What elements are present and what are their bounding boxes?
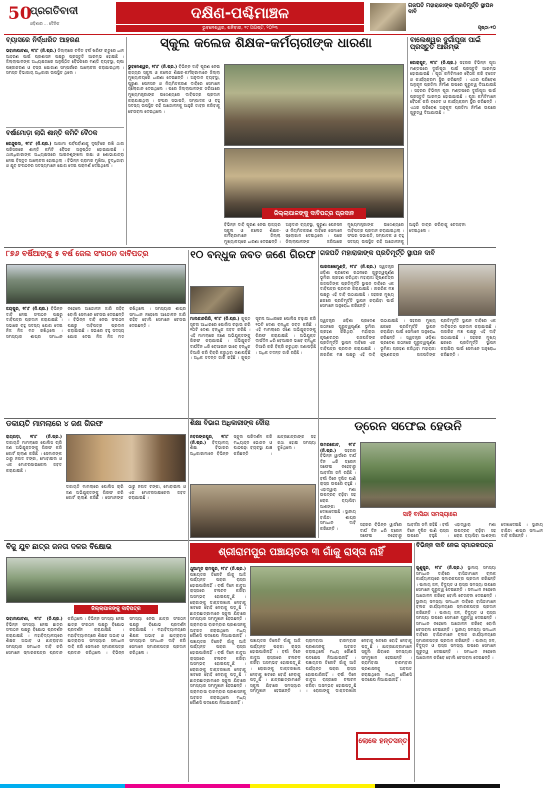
s5-text: ବିଭିନ୍ନ ଦାବି ନେଇ ସଂଗଠନ ପକ୍ଷରୁ ଦାବିପତ୍ର ପ୍ରଦାନ କରାଯାଇଛି । ସଭାରେ ବହୁ ସଦସ୍ୟ ଯୋଗ ଦେଇ ନିଜ ନିଜ ମତ ରଖିଥିଲେ । ସମସ୍ୟାର ଶୀଘ୍ର ସମାଧାନ ନହେଲେ ଆନ୍ଦୋଳନ ଜାରି ରହିବ ବୋଲି ସେମାନେ ଚେତାଇ ଦେଇଛନ୍ତି ।: [6, 306, 125, 339]
s2-dateline: କେନ୍ଦୁପଦା, ୧୮ା୮ (ନି.ପ୍ର.): [6, 141, 52, 146]
masthead-rule: [4, 34, 496, 35]
divider: [6, 127, 124, 128]
s11-headline: ବିଜୁ ଯୁବ ଛାତ୍ର ଜନତା ଦଳର ବିକ୍ଷୋଭ: [6, 542, 112, 551]
row-divider: [4, 540, 496, 541]
s10-body-left: [320, 442, 356, 538]
paper-name: ପ୍ରଗତିବାଦୀ: [30, 6, 79, 17]
s12-headline: ଶ୍ରୀରାମପୁର ପଞ୍ଚାୟତର ୩ ଗାଁକୁ ରାସ୍ତା ନାହିଁ: [218, 547, 384, 558]
s11-text-more: ବିଭିନ୍ନ ସମସ୍ୟା ନେଇ ଛାତ୍ର ସଂଗଠନ ପକ୍ଷରୁ ବିକ୍ଷୋଭ ପ୍ରଦର୍ଶନ କରାଯାଇଛି । ମହାବିଦ୍ୟାଳୟରେ ଶିକ୍ଷକ ଅଭାବ ଓ ଛାତ୍ରାବାସ ସମସ୍ୟାର ସମାଧାନ ଦାବି କରି ସେମାନେ ସ୍ମାରକପତ୍ର ପ୍ରଦାନ କରିଥିଲେ ।: [67, 616, 125, 655]
s4-text: ସହରର ବିଭିନ୍ନ ପୂଜା ମଣ୍ଡପରେ ଦୁର୍ଗାପୂଜା ପାଇଁ ପ୍ରସ୍ତୁତି ଆରମ୍ଭ ହୋଇଯାଇଛି । ପୂଜା କମିଟିମାନେ ବୈଠକ କରି ବଜେଟ ଓ କାର୍ଯ୍ୟକ୍ରମ ସ୍ଥିର କରିଛନ୍ତି । ଏଥର ପରିବେଶ ଅନୁକୂଳ ପ୍ରତିମା ନିର୍ମାଣ ଉପରେ ଗୁରୁତ୍ୱ ଦିଆଯାଉଛି ।: [410, 60, 496, 93]
s13-text-more: ସ୍ଥାନୀୟ ସମସ୍ୟା ସମାଧାନ ଦାବିରେ ବାସିନ୍ଦାମାନେ ବ୍ଲକ କାର୍ଯ୍ୟାଳୟରେ ସ୍ମାରକପତ୍ର ପ୍ରଦାନ କରିଛନ୍ତି । ପାନୀୟ ଜଳ, ବିଦ୍ୟୁତ ଓ ରାସ୍ତା ସମସ୍ୟା ଉପରେ ସେମାନେ ଗୁରୁତ୍ୱ ଦେଇଛନ୍ତି । ସମାଧାନ ନହେଲେ ଆନ୍ଦୋଳନ କରିବେ ବୋଲି ଚେତାବନୀ ଦେଇଛନ୍ତି ।: [416, 598, 496, 632]
s8-body-left: [6, 434, 62, 538]
s3-body-continued: [224, 222, 466, 246]
s1-text: ଜିଲ୍ଲାରେ ଚଳିତ ବର୍ଷ ଖରିଫ ଋତୁରେ ଧାନ ଆହରଣ ପାଇଁ ପ୍ରଶାସନ ପକ୍ଷରୁ ପ୍ରସ୍ତୁତି ଆରମ୍ଭ ହୋଇଛି । ଜିଲ୍ଲାପାଳଙ୍କ ଅଧ୍ୟକ୍ଷତାରେ ଅନୁଷ୍ଠିତ ବୈଠକରେ ମଣ୍ଡି ବ୍ୟବସ୍ଥା, ଚାଷୀ ପଞ୍ଜୀକରଣ ଓ ବସ୍ତା ଯୋଗାଣ ସମ୍ପର୍କରେ ଆଲୋଚନା କରାଯାଇଥିଲା । ସମସ୍ତ ବିଭାଗୀୟ ଅଧିକାରୀ ଉପସ୍ଥିତ ଥିଲେ ।: [6, 48, 124, 76]
s11-body: [6, 616, 186, 782]
column-rule: [318, 250, 319, 538]
top-right-thumb: [370, 3, 406, 31]
s5-headline: ୮୭୬ ବର୍ଷିଆଙ୍କୁ ୫ ବର୍ଷ ଜେଲ ସଂଗଠନ ଦାବିପତ୍ର: [6, 249, 149, 258]
s9-text: ବିଦ୍ୟାଳୟ ଶିକ୍ଷା ବିଭାଗର ଅଧିକାରୀମାନେ ବିଭିନ୍ନ ସ୍କୁଲ ପରିଦର୍ଶନ କରି ମଧ୍ୟାହ୍ନ ଭୋଜନ ଓ ପାଠପଢ଼ା ବ୍ୟବସ୍ଥା ଯାଞ୍ଚ କରିଛନ୍ତି । ଛାତ୍ରଛାତ୍ରୀଙ୍କ ସହ କଥା ହୋଇ ସମସ୍ୟା ବୁଝିଥିଲେ ।: [190, 434, 316, 456]
column-rule: [126, 37, 127, 245]
color-registration-bar: [0, 784, 500, 788]
s11-text: ବିଭିନ୍ନ ସମସ୍ୟା ନେଇ ଛାତ୍ର ସଂଗଠନ ପକ୍ଷରୁ ବିକ୍ଷୋଭ ପ୍ରଦର୍ଶନ କରାଯାଇଛି । ମହାବିଦ୍ୟାଳୟରେ ଶିକ୍ଷକ ଅଭାବ ଓ ଛାତ୍ରାବାସ ସମସ୍ୟାର ସମାଧାନ ଦାବି କରି ସେମାନେ ସ୍ମାରକପତ୍ର ପ୍ରଦାନ କରିଥିଲେ ।: [6, 616, 87, 655]
s11-caption: ଜିଲ୍ଲାପାଳଙ୍କୁ ଦାବିପତ୍ର: [74, 605, 158, 614]
s10-caption: ସାହି ବାସିନ୍ଦା ସମସ୍ୟାରେ: [402, 511, 458, 518]
s8-text-continued: ଡକାୟତି ମାମଲାରେ ପୋଲିସ ଚାରି ଜଣ ଅଭିଯୁକ୍ତଙ୍କୁ ଗିରଫ କରି କୋର୍ଟ ଚାଲାଣ କରିଛି । ସେମାନଙ୍କ ଠାରୁ ନଗଦ ଟଙ୍କା, ମୋବାଇଲ ଓ ଏକ ମୋଟରସାଇକେଲ ଜବତ କରାଯାଇଛି ।: [66, 484, 186, 501]
s11-text-extra: ବିଭିନ୍ନ ସମସ୍ୟା ନେଇ ଛାତ୍ର ସଂଗଠନ ପକ୍ଷରୁ ବିକ୍ଷୋଭ ପ୍ରଦର୍ଶନ କରାଯାଇଛି । ମହାବିଦ୍ୟାଳୟରେ ଶିକ୍ଷକ ଅଭାବ ଓ ଛାତ୍ରାବାସ ସମସ୍ୟାର ସମାଧାନ ଦାବି କରି ସେମାନେ ସ୍ମାରକପତ୍ର ପ୍ରଦାନ କରିଥିଲେ ।: [112, 616, 186, 655]
s9-photo: [190, 484, 316, 538]
s6-headline: ୧୦ ବନ୍ଧୁକ ଜବତ ଜଣେ ଗିରଫ: [190, 249, 316, 261]
paper-tagline: ଓଡ଼ିଶାର ... ଦୈନିକ: [30, 21, 60, 26]
s10-headline: ଡ୍ରେନ ସଫେଇ ହେଉନି: [354, 419, 462, 433]
s12-text-more: ପଞ୍ଚାୟତର ତିନୋଟି ଗାଁକୁ ଆଜି ପର୍ଯ୍ୟନ୍ତ ପକ୍କା ରାସ୍ତା ହୋଇପାରିନାହିଁ । ବର୍ଷା ଦିନେ କାଦୁଅ ରାସ୍ତାରେ ଚଳାଚଳ କରିବା ଅସମ୍ଭବ ହୋଇପଡ଼ୁଛି । ରୋଗୀଙ୍କୁ ଡାକ୍ତରଖାନା ନେବାକୁ ଖଟରେ ବୋହି ନେବାକୁ ପଡ଼ୁଛି । ଛାତ୍ରଛାତ୍ରୀମାନେ ସ୍କୁଲ ଯିବାରେ ସମସ୍ୟାର ସମ୍ମୁଖୀନ ହେଉଛନ୍ତି । ଗ୍ରାମବାସୀ ବାରମ୍ବାର ପ୍ରଶାସନକୁ ଅବଗତ କରାଇଥିଲେ ମଧ୍ୟ କୌଣସି ପଦକ୍ଷେପ ନିଆଯାଇନାହିଁ ।: [190, 638, 246, 706]
s9-dateline: ନବରଙ୍ଗପୁର, ୧୮ା୮ (ନି.ପ୍ର.): [190, 434, 229, 445]
page-number: ପୃଷ୍ଠା-୧୦: [477, 26, 496, 31]
s13-headline: ବିଭିନ୍ନ ଦାବି ନେଇ ସ୍ମାରକପତ୍ର: [416, 542, 494, 549]
anniversary-logo: 50: [8, 4, 32, 24]
s7-text: ସ୍ୱତନ୍ତ୍ର ଓଡ଼ିଶା ପ୍ରଦେଶ ଗଠନରେ ଗୁରୁତ୍ୱପୂର୍ଣ୍ଣ ଭୂମିକା ଗ୍ରହଣ କରିଥିବା ମହାରାଜା କୃଷ୍ଣଚନ୍ଦ୍ର ଗଜପତିଙ୍କ ପ୍ରତିମୂର୍ତ୍ତି ସ୍ଥାପନ ଦାବିରେ ଏକ ଦାବିପତ୍ର ପ୍ରଦାନ କରାଯାଇଛି । ନାଗରିକ ମଞ୍ଚ ପକ୍ଷରୁ ଏହି ଦାବି ଉଠାଯାଇଛି । ସହରର ମୁଖ୍ୟ ଛକରେ ପ୍ରତିମୂର୍ତ୍ତି ସ୍ଥାପନ କରାଯିବା ପାଇଁ ସେମାନେ ଅନୁରୋଧ କରିଛନ୍ତି ।: [320, 264, 394, 309]
s6-text: ଗୁପ୍ତ ସୂଚନା ଆଧାରରେ ପୋଲିସ ଚଢ଼ାଉ କରି ୧୦ଟି ଦେଶୀ ବନ୍ଧୁକ ଜବତ କରିଛି । ଏହି ମାମଲାରେ ଜଣେ ଅଭିଯୁକ୍ତଙ୍କୁ ଗିରଫ କରାଯାଇଛି । ଅଭିଯୁକ୍ତ ଦୀର୍ଘଦିନ ଧରି ବେଆଇନ ଭାବେ ବନ୍ଧୁକ ତିଆରି କରି ବିକ୍ରି କରୁଥିବା ଜଣାପଡ଼ିଛି । ଅଧିକ ତଦନ୍ତ ଜାରି ରହିଛି ।: [190, 316, 251, 361]
s13-text: ସ୍ଥାନୀୟ ସମସ୍ୟା ସମାଧାନ ଦାବିରେ ବାସିନ୍ଦାମାନେ ବ୍ଲକ କାର୍ଯ୍ୟାଳୟରେ ସ୍ମାରକପତ୍ର ପ୍ରଦାନ କରିଛନ୍ତି । ପାନୀୟ ଜଳ, ବିଦ୍ୟୁତ ଓ ରାସ୍ତା ସମସ୍ୟା ଉପରେ ସେମାନେ ଗୁରୁତ୍ୱ ଦେଇଛନ୍ତି । ସମାଧାନ ନହେଲେ ଆନ୍ଦୋଳନ କରିବେ ବୋଲି ଚେତାବନୀ ଦେଇଛନ୍ତି ।: [416, 565, 496, 598]
s3-photo-top: [224, 64, 404, 146]
s3-caption: ଜିଲ୍ଲାପାଳଙ୍କୁ ଦାବିପତ୍ର ପ୍ରଦାନ: [262, 208, 366, 219]
s1-body: [6, 48, 124, 126]
s5-dateline: ଜୟପୁର, ୧୮ା୮ (ନି.ପ୍ର.): [6, 306, 49, 311]
row-divider: [4, 247, 496, 248]
s12-body: [250, 638, 412, 782]
s11-photo: [6, 557, 186, 603]
s7-photo: [398, 264, 496, 316]
s8-body: [66, 484, 186, 538]
s5-body: [6, 306, 186, 416]
s10-text: ସହରର ବିଭିନ୍ନ ୱାର୍ଡରେ ଦୀର୍ଘ ଦିନ ଧରି ଡ୍ରେନ ସଫେଇ ନହେବାରୁ ଆବର୍ଜନା ଜମି ରହିଛି । ବର୍ଷା ଦିନେ ଦୂଷିତ ପାଣି ରାସ୍ତା ଉପରେ ବହୁଛି । ଏହାଦ୍ୱାରା ମଶା ଉପଦ୍ରବ ବଢ଼ିବା ସହ ରୋଗ ବ୍ୟାପିବା ଆଶଙ୍କା ଦେଖାଦେଇଛି । ସ୍ଥାନୀୟ ବାସିନ୍ଦା ଶୀଘ୍ର ସମାଧାନ ଦାବି କରିଛନ୍ତି ।: [320, 447, 356, 531]
s5-text-more: ବିଭିନ୍ନ ଦାବି ନେଇ ସଂଗଠନ ପକ୍ଷରୁ ଦାବିପତ୍ର ପ୍ରଦାନ କରାଯାଇଛି । ସଭାରେ ବହୁ ସଦସ୍ୟ ଯୋଗ ଦେଇ ନିଜ ନିଜ ମତ ରଖିଥିଲେ । ସମସ୍ୟାର ଶୀଘ୍ର ସମାଧାନ ନହେଲେ ଆନ୍ଦୋଳନ ଜାରି ରହିବ ବୋଲି ସେମାନେ ଚେତାଇ ଦେଇଛନ୍ତି ।: [67, 306, 186, 339]
s1-dateline: ଭବାନୀପାଟଣା, ୧୮ା୮ (ନି.ପ୍ର.): [6, 48, 57, 53]
s12-text-more2: ପଞ୍ଚାୟତର ତିନୋଟି ଗାଁକୁ ଆଜି ପର୍ଯ୍ୟନ୍ତ ପକ୍କା ରାସ୍ତା ହୋଇପାରିନାହିଁ । ବର୍ଷା ଦିନେ କାଦୁଅ ରାସ୍ତାରେ ଚଳାଚଳ କରିବା ଅସମ୍ଭବ ହୋଇପଡ଼ୁଛି । ରୋଗୀଙ୍କୁ ଡାକ୍ତରଖାନା ନେବାକୁ ଖଟରେ ବୋହି ନେବାକୁ ପଡ଼ୁଛି । ଛାତ୍ରଛାତ୍ରୀମାନେ ସ୍କୁଲ ଯିବାରେ ସମସ୍ୟାର ସମ୍ମୁଖୀନ ହେଉଛନ୍ତି । ଗ୍ରାମବାସୀ ବାରମ୍ବାର ପ୍ରଶାସନକୁ ଅବଗତ କରାଇଥିଲେ ମଧ୍ୟ କୌଣସି ପଦକ୍ଷେପ ନିଆଯାଇନାହିଁ ।: [305, 638, 412, 694]
masthead: [0, 0, 500, 34]
s5-photo: [6, 264, 186, 304]
s2-headline: ବର୍ଷାମୋଡ଼ା ଲାଗି ଶାନ୍ତି କମିଟି ବୈଠକ: [6, 129, 98, 137]
s7-headline: ଗଜପତି ମହାରାଜାଙ୍କ ପ୍ରତିମୂର୍ତ୍ତି ସ୍ଥାପନ ଦାବି: [320, 249, 436, 257]
s12-callout-box: ଲୋକେ ହନ୍ତସନ୍ତ: [356, 732, 410, 760]
s10-text-continued: ସହରର ବିଭିନ୍ନ ୱାର୍ଡରେ ଦୀର୍ଘ ଦିନ ଧରି ଡ୍ରେନ ସଫେଇ ନହେବାରୁ ଆବର୍ଜନା ଜମି ରହିଛି । ବର୍ଷା ଦିନେ ଦୂଷିତ ପାଣି ରାସ୍ତା ଉପରେ ବହୁଛି । ଏହାଦ୍ୱାରା ମଶା ଉପଦ୍ରବ ବଢ଼ିବା ସହ ରୋଗ ବ୍ୟାପିବା ଆଶଙ୍କା ଦେଖାଦେଇଛି । ସ୍ଥାନୀୟ ବାସିନ୍ଦା ଶୀଘ୍ର ସମାଧାନ ଦାବି କରିଛନ୍ତି ।: [360, 522, 543, 539]
s3-headline: ସ୍କୁଲ କଲେଜ ଶିକ୍ଷକ-କର୍ମଚାରୀଙ୍କ ଧାରଣା: [160, 36, 372, 51]
s7-text-more: ସ୍ୱତନ୍ତ୍ର ଓଡ଼ିଶା ପ୍ରଦେଶ ଗଠନରେ ଗୁରୁତ୍ୱପୂର୍ଣ୍ଣ ଭୂମିକା ଗ୍ରହଣ କରିଥିବା ମହାରାଜା କୃଷ୍ଣଚନ୍ଦ୍ର ଗଜପତିଙ୍କ ପ୍ରତିମୂର୍ତ୍ତି ସ୍ଥାପନ ଦାବିରେ ଏକ ଦାବିପତ୍ର ପ୍ରଦାନ କରାଯାଇଛି । ନାଗରିକ ମଞ୍ଚ ପକ୍ଷରୁ ଏହି ଦାବି ଉଠାଯାଇଛି । ସହରର ମୁଖ୍ୟ ଛକରେ ପ୍ରତିମୂର୍ତ୍ତି ସ୍ଥାପନ କରାଯିବା ପାଇଁ ସେମାନେ ଅନୁରୋଧ କରିଛନ୍ତି ।: [380, 318, 496, 357]
s8-text: ଡକାୟତି ମାମଲାରେ ପୋଲିସ ଚାରି ଜଣ ଅଭିଯୁକ୍ତଙ୍କୁ ଗିରଫ କରି କୋର୍ଟ ଚାଲାଣ କରିଛି । ସେମାନଙ୍କ ଠାରୁ ନଗଦ ଟଙ୍କା, ମୋବାଇଲ ଓ ଏକ ମୋଟରସାଇକେଲ ଜବତ କରାଯାଇଛି ।: [6, 439, 62, 473]
top-right-headline: ଗଜପତି ମହାରାଜାଙ୍କ ପ୍ରତିମୂର୍ତ୍ତି ସ୍ଥାପନ ଦାବି: [408, 3, 494, 15]
s12-dateline: ଥୁଆମୂଳ ରାମପୁର, ୧୮ା୮ (ନି.ପ୍ର.): [190, 566, 246, 571]
s8-headline: ଡକାୟତି ମାମଲାରେ ୪ ଜଣ ଗିରଫ: [6, 419, 103, 428]
s12-photo: [250, 566, 412, 636]
s9-body: [190, 434, 316, 482]
s3-dateline: ଭୁବନେଶ୍ୱର, ୧୮ା୮ (ନି.ପ୍ର.): [128, 64, 178, 69]
s8-dateline: ରାୟଗଡ଼ା, ୧୮ା୮ (ନି.ପ୍ର.): [6, 434, 62, 439]
s8-photo: [66, 434, 186, 482]
column-rule: [414, 543, 415, 782]
column-rule: [407, 37, 408, 245]
s12-body-left: [190, 566, 246, 782]
s4-text-more: ସହରର ବିଭିନ୍ନ ପୂଜା ମଣ୍ଡପରେ ଦୁର୍ଗାପୂଜା ପାଇଁ ପ୍ରସ୍ତୁତି ଆରମ୍ଭ ହୋଇଯାଇଛି । ପୂଜା କମିଟିମାନେ ବୈଠକ କରି ବଜେଟ ଓ କାର୍ଯ୍ୟକ୍ରମ ସ୍ଥିର କରିଛନ୍ତି । ଏଥର ପରିବେଶ ଅନୁକୂଳ ପ୍ରତିମା ନିର୍ମାଣ ଉପରେ ଗୁରୁତ୍ୱ ଦିଆଯାଉଛି ।: [410, 87, 496, 116]
s4-dateline: କୋରାପୁଟ, ୧୮ା୮ (ନି.ପ୍ର.): [410, 60, 457, 65]
s6-body: [190, 316, 316, 416]
s9-headline: ଶିକ୍ଷା ବିଭାଗ ଅଧିକାରୀଙ୍କ ଦୌରା: [190, 419, 270, 427]
dateline-bar: ଭୁବନେଶ୍ୱର, ଶନିବାର, ୧୯ ଅଗଷ୍ଟ, ୨୦୨୩: [116, 24, 364, 32]
s4-body: [410, 60, 496, 246]
s7-body-left: [320, 264, 394, 316]
s13-dateline: ଗୁଣୁପୁର, ୧୮ା୮ (ନି.ପ୍ର.): [416, 565, 464, 570]
s12-text-continued: ପଞ୍ଚାୟତର ତିନୋଟି ଗାଁକୁ ଆଜି ପର୍ଯ୍ୟନ୍ତ ପକ୍କା ରାସ୍ତା ହୋଇପାରିନାହିଁ । ବର୍ଷା ଦିନେ କାଦୁଅ ରାସ୍ତାରେ ଚଳାଚଳ କରିବା ଅସମ୍ଭବ ହୋଇପଡ଼ୁଛି । ରୋଗୀଙ୍କୁ ଡାକ୍ତରଖାନା ନେବାକୁ ଖଟରେ ବୋହି ନେବାକୁ ପଡ଼ୁଛି । ଛାତ୍ରଛାତ୍ରୀମାନେ ସ୍କୁଲ ଯିବାରେ ସମସ୍ୟାର ସମ୍ମୁଖୀନ ହେଉଛନ୍ତି । ଗ୍ରାମବାସୀ ବାରମ୍ବାର ପ୍ରଶାସନକୁ ଅବଗତ କରାଇଥିଲେ ମଧ୍ୟ କୌଣସି ପଦକ୍ଷେପ ନିଆଯାଇନାହିଁ ।: [250, 638, 357, 694]
s13-text-extra: ସ୍ଥାନୀୟ ସମସ୍ୟା ସମାଧାନ ଦାବିରେ ବାସିନ୍ଦାମାନେ ବ୍ଲକ କାର୍ଯ୍ୟାଳୟରେ ସ୍ମାରକପତ୍ର ପ୍ରଦାନ କରିଛନ୍ତି । ପାନୀୟ ଜଳ, ବିଦ୍ୟୁତ ଓ ରାସ୍ତା ସମସ୍ୟା ଉପରେ ସେମାନେ ଗୁରୁତ୍ୱ ଦେଇଛନ୍ତି । ସମାଧାନ ନହେଲେ ଆନ୍ଦୋଳନ କରିବେ ବୋଲି ଚେତାବନୀ ଦେଇଛନ୍ତି ।: [416, 626, 496, 660]
s1-headline: ବ୍ୟାସରେ ନିର୍ଦ୍ଧାରିତ ଆହରଣ: [6, 36, 80, 44]
s6-photo: [190, 286, 244, 314]
s10-dateline: ଉମରକୋଟ, ୧୮ା୮ (ନି.ପ୍ର.): [320, 442, 356, 453]
s3-text-continued: ବିଭିନ୍ନ ଦାବି ପୂରଣ ନେଇ ରାଜ୍ୟର ସ୍କୁଲ ଓ କଲେଜ ଶିକ୍ଷକ-କର୍ମଚାରୀମାନେ ଜିଲ୍ଲା ମୁଖ୍ୟାଳୟରେ ଧାରଣା ଦେଇଛନ୍ତି । ଅନୁଦାନ ବ୍ୟବସ୍ଥା, ପୁରୁଣା ପେନସନ ଓ ନିୟମିତକରଣ ଦାବିରେ ସେମାନେ ସ୍ଲୋଗାନ ଦେଇଥିଲେ । ପରେ ଜିଲ୍ଲାପାଳଙ୍କ ଜରିଆରେ ମୁଖ୍ୟମନ୍ତ୍ରୀଙ୍କ ଉଦ୍ଦେଶ୍ୟରେ ଦାବିପତ୍ର ପ୍ରଦାନ କରାଯାଇଥିଲା । ସଂଘର ସଭାପତି, ସମ୍ପାଦକ ଓ ବହୁ ସଦସ୍ୟ ଉପସ୍ଥିତ ରହି ଆନ୍ଦୋଳନକୁ ଆହୁରି ତୀବ୍ର କରିବାକୁ ଚେତାବନୀ ଦେଇଥିଲେ ।: [224, 222, 466, 244]
column-rule: [188, 250, 189, 782]
s7-body: [320, 318, 496, 416]
s4-headline: ବାଲେଶ୍ୱର ଦୁର୍ଗାପୂଜା ପାଇଁ ପ୍ରସ୍ତୁତି ଆରମ୍ଭ: [410, 36, 481, 52]
s3-text: ବିଭିନ୍ନ ଦାବି ପୂରଣ ନେଇ ରାଜ୍ୟର ସ୍କୁଲ ଓ କଲେଜ ଶିକ୍ଷକ-କର୍ମଚାରୀମାନେ ଜିଲ୍ଲା ମୁଖ୍ୟାଳୟରେ ଧାରଣା ଦେଇଛନ୍ତି । ଅନୁଦାନ ବ୍ୟବସ୍ଥା, ପୁରୁଣା ପେନସନ ଓ ନିୟମିତକରଣ ଦାବିରେ ସେମାନେ ସ୍ଲୋଗାନ ଦେଇଥିଲେ । ପରେ ଜିଲ୍ଲାପାଳଙ୍କ ଜରିଆରେ ମୁଖ୍ୟମନ୍ତ୍ରୀଙ୍କ ଉଦ୍ଦେଶ୍ୟରେ ଦାବିପତ୍ର ପ୍ରଦାନ କରାଯାଇଥିଲା । ସଂଘର ସଭାପତି, ସମ୍ପାଦକ ଓ ବହୁ ସଦସ୍ୟ ଉପସ୍ଥିତ ରହି ଆନ୍ଦୋଳନକୁ ଆହୁରି ତୀବ୍ର କରିବାକୁ ଚେତାବନୀ ଦେଇଥିଲେ ।: [128, 64, 220, 114]
s2-text: ଆଗାମୀ ପର୍ବପର୍ବାଣୀକୁ ଦୃଷ୍ଟିରେ ରଖି ଥାନା ପରିସରରେ ଶାନ୍ତି କମିଟି ବୈଠକ ଅନୁଷ୍ଠିତ ହୋଇଯାଇଛି । ଥାନାଧିକାରୀଙ୍କ ଅଧ୍ୟକ୍ଷତାରେ ଆଇନଶୃଙ୍ଖଳା ରକ୍ଷା ଓ ଶୋଭାଯାତ୍ରା ନେଇ ବିସ୍ତୃତ ଆଲୋଚନା ହୋଇଥିଲା । ବିଭିନ୍ନ ଗ୍ରାମର ମୁଖିଆ, ବୁଦ୍ଧିଜୀବୀ ଓ ଯୁବ ସଂଗଠନର ସଦସ୍ୟମାନେ ଯୋଗ ଦେଇ ପରାମର୍ଶ ଦେଇଥିଲେ ।: [6, 141, 124, 169]
s10-photo: [360, 442, 496, 508]
s10-body: [360, 522, 543, 540]
s12-text: ପଞ୍ଚାୟତର ତିନୋଟି ଗାଁକୁ ଆଜି ପର୍ଯ୍ୟନ୍ତ ପକ୍କା ରାସ୍ତା ହୋଇପାରିନାହିଁ । ବର୍ଷା ଦିନେ କାଦୁଅ ରାସ୍ତାରେ ଚଳାଚଳ କରିବା ଅସମ୍ଭବ ହୋଇପଡ଼ୁଛି । ରୋଗୀଙ୍କୁ ଡାକ୍ତରଖାନା ନେବାକୁ ଖଟରେ ବୋହି ନେବାକୁ ପଡ଼ୁଛି । ଛାତ୍ରଛାତ୍ରୀମାନେ ସ୍କୁଲ ଯିବାରେ ସମସ୍ୟାର ସମ୍ମୁଖୀନ ହେଉଛନ୍ତି । ଗ୍ରାମବାସୀ ବାରମ୍ବାର ପ୍ରଶାସନକୁ ଅବଗତ କରାଇଥିଲେ ମଧ୍ୟ କୌଣସି ପଦକ୍ଷେପ ନିଆଯାଇନାହିଁ ।: [190, 571, 246, 639]
s6-dateline: ମାଲକାନଗିରି, ୧୮ା୮ (ନି.ପ୍ର.): [190, 316, 240, 321]
s7-dateline: ପାରଳାଖେମୁଣ୍ଡି, ୧୮ା୮ (ନି.ପ୍ର.): [320, 264, 377, 269]
s2-body: [6, 141, 124, 245]
section-banner: ଦକ୍ଷିଣ-ପଶ୍ଚିମାଞ୍ଚଳ: [116, 2, 364, 24]
s3-body-left: [128, 64, 220, 244]
s7-text-continued: ସ୍ୱତନ୍ତ୍ର ଓଡ଼ିଶା ପ୍ରଦେଶ ଗଠନରେ ଗୁରୁତ୍ୱପୂର୍ଣ୍ଣ ଭୂମିକା ଗ୍ରହଣ କରିଥିବା ମହାରାଜା କୃଷ୍ଣଚନ୍ଦ୍ର ଗଜପତିଙ୍କ ପ୍ରତିମୂର୍ତ୍ତି ସ୍ଥାପନ ଦାବିରେ ଏକ ଦାବିପତ୍ର ପ୍ରଦାନ କରାଯାଇଛି । ନାଗରିକ ମଞ୍ଚ ପକ୍ଷରୁ ଏହି ଦାବି ଉଠାଯାଇଛି । ସହରର ମୁଖ୍ୟ ଛକରେ ପ୍ରତିମୂର୍ତ୍ତି ସ୍ଥାପନ କରାଯିବା ପାଇଁ ସେମାନେ ଅନୁରୋଧ କରିଛନ୍ତି ।: [320, 318, 436, 357]
s11-dateline: ଭବାନୀପାଟଣା, ୧୮ା୮ (ନି.ପ୍ର.): [6, 616, 63, 621]
s13-body: [416, 565, 496, 782]
s6-text-more: ଗୁପ୍ତ ସୂଚନା ଆଧାରରେ ପୋଲିସ ଚଢ଼ାଉ କରି ୧୦ଟି ଦେଶୀ ବନ୍ଧୁକ ଜବତ କରିଛି । ଏହି ମାମଲାରେ ଜଣେ ଅଭିଯୁକ୍ତଙ୍କୁ ଗିରଫ କରାଯାଇଛି । ଅଭିଯୁକ୍ତ ଦୀର୍ଘଦିନ ଧରି ବେଆଇନ ଭାବେ ବନ୍ଧୁକ ତିଆରି କରି ବିକ୍ରି କରୁଥିବା ଜଣାପଡ଼ିଛି । ଅଧିକ ତଦନ୍ତ ଜାରି ରହିଛି ।: [241, 316, 316, 361]
